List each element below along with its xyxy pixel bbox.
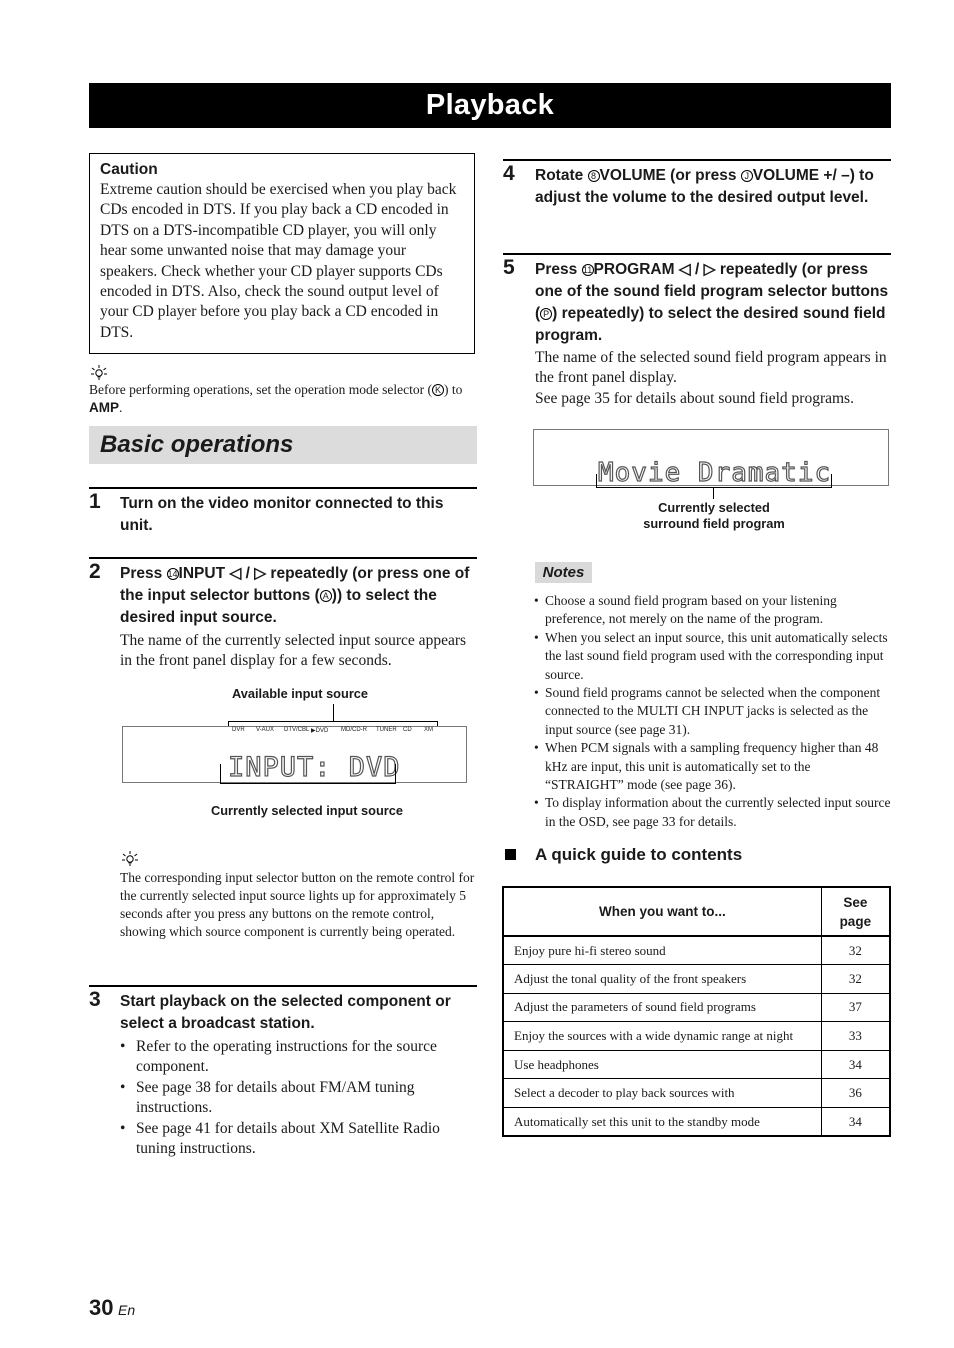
task-cell: Automatically set this unit to the standby mode xyxy=(503,1108,821,1137)
step3-bullets xyxy=(120,1037,477,1159)
page-cell: 32 xyxy=(821,936,890,965)
task-cell: Adjust the tonal quality of the front speakers xyxy=(503,965,821,994)
tip1-mid: ) to xyxy=(444,382,463,397)
page-title: Playback xyxy=(89,83,891,128)
task-cell: Enjoy the sources with a wide dynamic range at night xyxy=(503,1022,821,1051)
step3-number: 3 xyxy=(89,988,101,1011)
list-item: • See page 38 for details about FM/AM tuning instructions. xyxy=(120,1078,477,1119)
list-item: • Choose a sound field program based on your listening preference, not merely on the name of the program. xyxy=(534,592,891,629)
step5-body2: See page 35 for details about sound field programs. xyxy=(535,390,854,407)
step2-rule xyxy=(89,557,477,559)
col-header-page: See page xyxy=(821,887,890,936)
source-cd: CD xyxy=(403,727,412,733)
step4-h-b: VOLUME (or press xyxy=(599,167,741,184)
guide-table xyxy=(502,886,891,1137)
input-14-icon: 14 xyxy=(167,569,178,579)
step4-heading xyxy=(535,165,891,209)
tip-remote-indicator: The corresponding input selector button on the remote control for the currently selected input source lights up for approximately 5 seconds after you press any buttons on the remote control, showing which source component is currently being operated. xyxy=(120,870,475,939)
step2-body: The name of the currently selected input source appears in the front panel display for a few seconds. xyxy=(120,632,467,670)
step5-h-a: Press xyxy=(535,261,582,278)
tip1-pre: Before performing operations, set the operation mode selector ( xyxy=(89,382,433,397)
table-header-row xyxy=(503,887,890,936)
source-xm: XM xyxy=(424,727,433,733)
caption-pointer-line xyxy=(333,704,334,722)
list-item: • To display information about the currently selected input source in the OSD, see page 33 for details. xyxy=(534,794,891,831)
caution-title: Caution xyxy=(100,161,158,178)
step2-number: 2 xyxy=(89,560,101,583)
tip-operation-mode xyxy=(89,381,475,417)
tip-lightbulb-icon xyxy=(121,850,139,866)
step3-heading: Start playback on the selected component or select a broadcast station. xyxy=(120,993,451,1032)
caution-text: Extreme caution should be exercised when you play back CDs encoded in DTS. If you play back a CD encoded in DTS on a DTS-incompatible CD player, you will only hear some unwanted noise that may damage your speakers. Check whether your CD player supports CDs encoded in DTS. Also, check the sound output level of your CD player before you play back a CD encoded in DTS. xyxy=(100,181,457,341)
step2-h-c: )) to select the desired input source. xyxy=(120,587,437,626)
list-item: • When PCM signals with a sampling frequency higher than 48 kHz are input, this unit is automatically set to the “STRAIGHT” mode (see page 36). xyxy=(534,739,891,794)
caption-pointer-line xyxy=(713,488,714,499)
step2-h-b: INPUT ◁ / ▷ repeatedly (or press one of the input selector buttons ( xyxy=(120,565,470,604)
task-cell: Select a decoder to play back sources with xyxy=(503,1079,821,1108)
step2-heading xyxy=(120,563,477,629)
table-row xyxy=(503,1022,890,1051)
step4-h-a: Rotate xyxy=(535,167,588,184)
program-caption-line1: Currently selected xyxy=(658,500,770,515)
tip1-amp: AMP xyxy=(89,400,119,415)
page-cell: 37 xyxy=(821,993,890,1022)
list-item: • When you select an input source, this unit automatically selects the last sound field program used with the corresponding input source. xyxy=(534,629,891,684)
table-row xyxy=(503,1079,890,1108)
lcd-bracket xyxy=(220,764,396,784)
source-dvd: ▶DVD xyxy=(311,728,329,734)
program-caption-line2: surround field program xyxy=(643,516,785,531)
lcd-input-text: INPUT: DVD xyxy=(228,752,401,783)
page-cell: 36 xyxy=(821,1079,890,1108)
program-11-icon: 11 xyxy=(582,265,593,275)
source-dvr: DVR xyxy=(232,727,245,733)
page-cell: 34 xyxy=(821,1108,890,1137)
table-row xyxy=(503,993,890,1022)
step5-number: 5 xyxy=(503,256,515,279)
available-input-caption: Available input source xyxy=(231,686,369,701)
page-cell: 33 xyxy=(821,1022,890,1051)
page-language: En xyxy=(118,1302,136,1318)
page-cell: 34 xyxy=(821,1050,890,1079)
source-dtvcbl: DTV/CBL xyxy=(284,727,310,733)
notes-list xyxy=(534,592,891,831)
step3-rule xyxy=(89,985,477,987)
step4-rule xyxy=(503,159,891,161)
section-title: Basic operations xyxy=(100,431,294,458)
step5-heading xyxy=(535,259,891,347)
square-bullet-icon xyxy=(505,849,516,860)
task-cell: Adjust the parameters of sound field programs xyxy=(503,993,821,1022)
j-button-icon: J xyxy=(741,170,753,182)
tip1-post: . xyxy=(119,400,123,415)
k-button-icon: K xyxy=(432,384,444,396)
p-button-icon: P xyxy=(540,308,552,320)
table-row xyxy=(503,1108,890,1137)
step1-number: 1 xyxy=(89,490,101,513)
selected-input-caption: Currently selected input source xyxy=(210,803,403,818)
task-cell: Enjoy pure hi-fi stereo sound xyxy=(503,936,821,965)
step2-h-a: Press xyxy=(120,565,167,582)
source-vaux: V-AUX xyxy=(256,727,275,733)
page-cell: 32 xyxy=(821,965,890,994)
volume-8-icon: 8 xyxy=(588,170,600,182)
lcd-bracket xyxy=(596,474,832,488)
task-cell: Use headphones xyxy=(503,1050,821,1079)
table-row xyxy=(503,965,890,994)
source-tuner: TUNER xyxy=(376,727,397,733)
list-item: • Sound field programs cannot be selected when the component connected to the MULTI CH INPUT jacks is selected as the input source (see page 31). xyxy=(534,684,891,739)
source-mdcdr: MD/CD-R xyxy=(341,727,367,733)
step4-number: 4 xyxy=(503,162,515,185)
step5-h-b: PROGRAM ◁ / ▷ repeatedly (or press one of the sound field program selector buttons ( xyxy=(535,261,889,322)
a-button-icon: A xyxy=(320,590,332,602)
list-item: • Refer to the operating instructions for the source component. xyxy=(120,1037,477,1078)
notes-label: Notes xyxy=(535,562,592,583)
list-item: • See page 41 for details about XM Satellite Radio tuning instructions. xyxy=(120,1119,477,1160)
caution-box xyxy=(89,153,475,354)
step1-rule xyxy=(89,487,477,489)
step1-heading: Turn on the video monitor connected to this unit. xyxy=(120,495,444,534)
step5-body1: The name of the selected sound field program appears in the front panel display. xyxy=(535,349,887,387)
lcd-program-text: Movie Dramatic xyxy=(598,458,832,488)
tip-lightbulb-icon xyxy=(90,364,108,380)
guide-title: A quick guide to contents xyxy=(535,845,743,864)
table-row xyxy=(503,936,890,965)
step4-h-c: VOLUME +/ –) to adjust the volume to the desired output level. xyxy=(535,167,874,206)
page-number: 30 xyxy=(89,1295,114,1320)
step5-rule xyxy=(503,253,891,255)
step5-h-c: ) repeatedly) to select the desired sound field program. xyxy=(535,305,886,344)
table-row xyxy=(503,1050,890,1079)
col-header-task: When you want to... xyxy=(503,887,821,936)
